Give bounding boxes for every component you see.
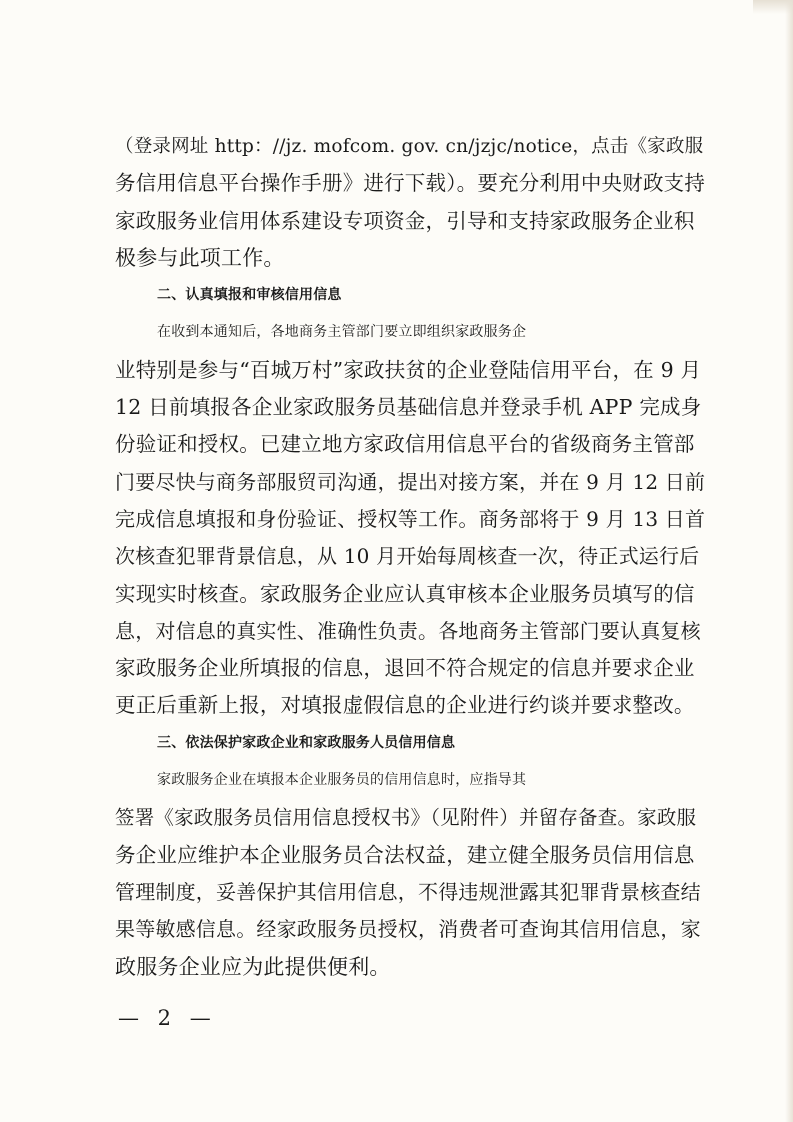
text-line: 管理制度，妥善保护其信用信息，不得违规泄露其犯罪背景核查结 bbox=[115, 879, 701, 904]
text-line: 在收到本通知后，各地商务主管部门要立即组织家政服务企 bbox=[157, 324, 527, 341]
page-number: — 2 — bbox=[118, 1006, 217, 1030]
text-line: 务信用信息平台操作手册》进行下载）。要充分利用中央财政支持 bbox=[115, 171, 706, 196]
document-body bbox=[115, 128, 705, 986]
text-line: 务企业应维护本企业服务员合法权益，建立健全服务员信用信息 bbox=[115, 842, 695, 867]
text-line: 家政服务企业在填报本企业服务员的信用信息时，应指导其 bbox=[157, 772, 527, 789]
text-line: 完成信息填报和身份验证、授权等工作。商务部将于 9 月 13 日首 bbox=[115, 506, 706, 531]
text-line: 家政服务业信用体系建设专项资金，引导和支持家政服务企业积 bbox=[115, 208, 695, 233]
text-line: 12 日前填报各企业家政服务员基础信息并登录手机 APP 完成身 bbox=[115, 395, 702, 420]
scan-shadow-corner bbox=[753, 0, 793, 14]
text-line: 果等敏感信息。经家政服务员授权，消费者可查询其信用信息，家 bbox=[115, 917, 701, 942]
text-line: （登录网址 http：//jz. mofcom. gov. cn/jzjc/notice，点击《家政服 bbox=[115, 136, 704, 157]
text-line: 实现实时核查。家政服务企业应认真审核本企业服务员填写的信 bbox=[115, 581, 695, 606]
text-line: 门要尽快与商务部服贸司沟通，提出对接方案，并在 9 月 12 日前 bbox=[115, 469, 706, 494]
text-line: 业特别是参与“百城万村”家政扶贫的企业登陆信用平台，在 9 月 bbox=[115, 357, 702, 382]
text-line: 政服务企业应为此提供便利。 bbox=[115, 954, 391, 979]
text-line: 极参与此项工作。 bbox=[115, 245, 285, 270]
text-line: 次核查犯罪背景信息，从 10 月开始每周核查一次，待正式运行后 bbox=[115, 544, 700, 569]
section-heading: 三、依法保护家政企业和家政服务人员信用信息 bbox=[157, 734, 456, 751]
text-line: 息，对信息的真实性、准确性负责。各地商务主管部门要认真复核 bbox=[115, 618, 701, 643]
scan-shadow-edge bbox=[785, 0, 793, 1122]
text-line: 份验证和授权。已建立地方家政信用信息平台的省级商务主管部 bbox=[115, 432, 695, 457]
text-line: 更正后重新上报，对填报虚假信息的企业进行约谈并要求整改。 bbox=[115, 693, 695, 718]
text-line: 签署《家政服务员信用信息授权书》（见附件）并留存备查。家政服 bbox=[115, 806, 697, 830]
section-heading: 二、认真填报和审核信用信息 bbox=[157, 287, 342, 304]
text-line: 家政服务企业所填报的信息，退回不符合规定的信息并要求企业 bbox=[115, 656, 695, 681]
